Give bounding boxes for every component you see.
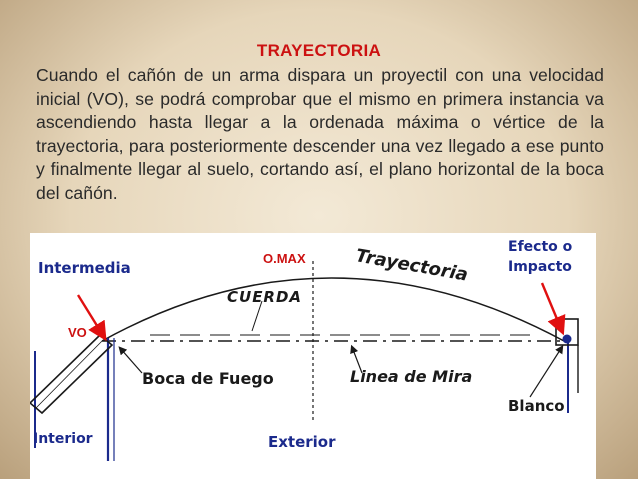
trajectory-diagram: [30, 233, 596, 479]
blanco-arrow: [530, 347, 562, 397]
label-omax: O.MAX: [263, 251, 306, 266]
label-boca-de-fuego: Boca de Fuego: [142, 369, 274, 388]
label-impacto: Impacto: [508, 259, 572, 275]
label-intermedia: Intermedia: [38, 259, 131, 277]
label-exterior: Exterior: [268, 433, 336, 451]
label-linea-de-mira: Linea de Mira: [350, 367, 473, 386]
boca-arrow: [120, 348, 142, 373]
label-trayectoria: Trayectoria: [354, 245, 470, 286]
trajectory-curve: [102, 278, 564, 341]
label-blanco: Blanco: [508, 397, 565, 415]
slide-title: TRAYECTORIA: [256, 41, 382, 60]
cannon-inner: [36, 341, 102, 408]
label-cuerda: CUERDA: [227, 288, 303, 306]
label-interior: Interior: [33, 431, 93, 447]
label-efecto: Efecto o: [508, 239, 573, 255]
impact-point: [563, 335, 572, 344]
impact-arrow: [542, 283, 562, 331]
slide-paragraph: Cuando el cañón de un arma dispara un proyectil con una velocidad inicial (VO), se podrá comprobar que el mismo en primera instancia va ascendiendo hasta llegar a la ordenada máxima o vértice de la trayectoria, para posteriormente descender una vez llegado a ese punto y finalmente llegar al suelo, cortando así, el plano horizontal de la boca del cañón.: [36, 65, 604, 203]
label-vo: VO: [68, 325, 87, 340]
